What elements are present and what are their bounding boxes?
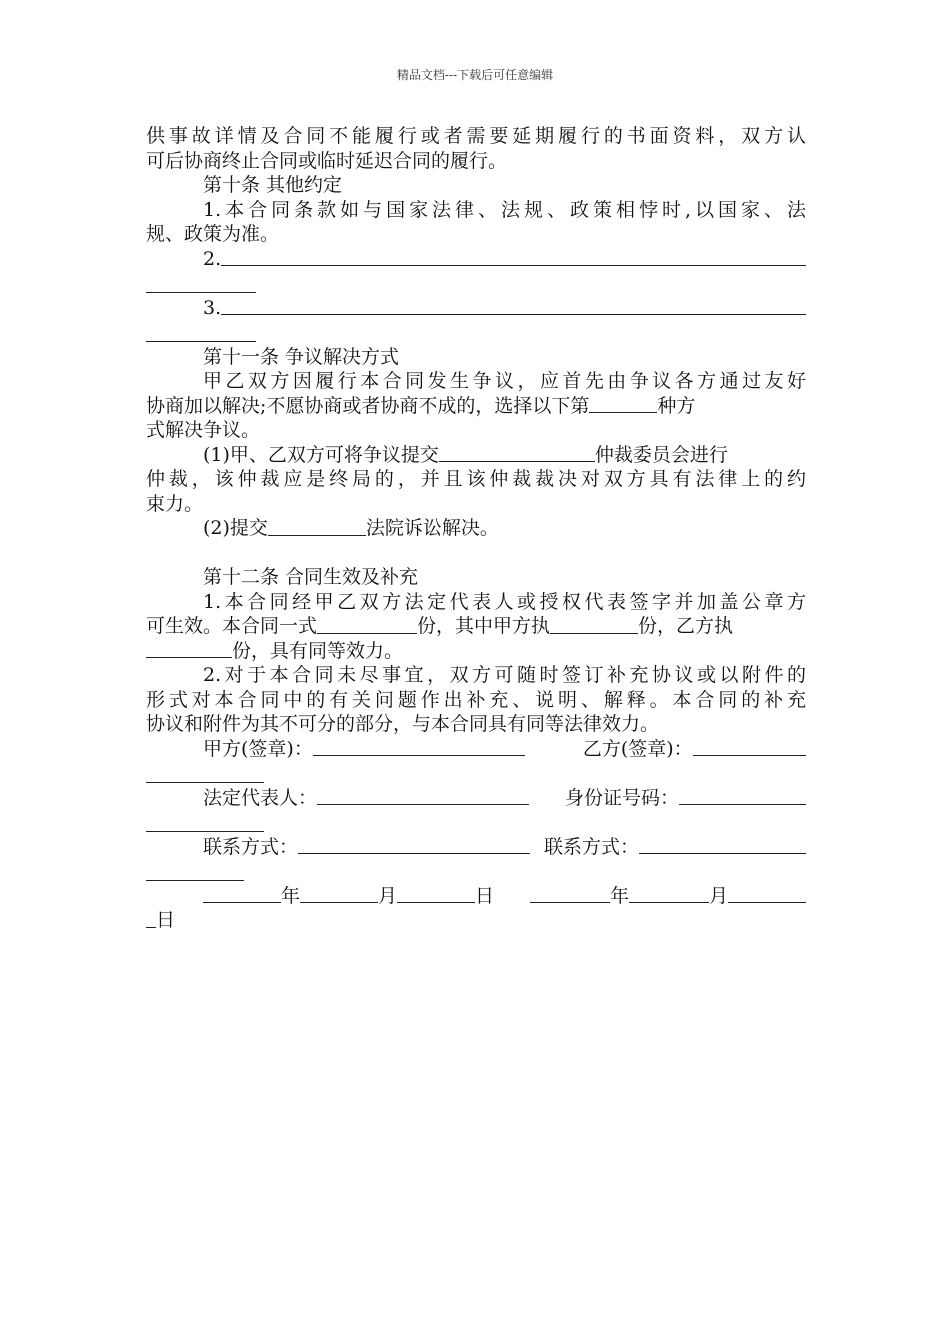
paragraph-line: 甲乙双方因履行本合同发生争议，应首先由争议各方通过友好 [203,370,806,392]
copies-party-b-blank[interactable] [146,639,232,658]
contact-a-label: 联系方式： [203,835,299,858]
clause-2-row [146,247,806,272]
party-b-month-blank[interactable] [629,884,709,903]
paragraph-line: 供事故详情及合同不能履行或者需要延期履行的书面资料，双方认 [146,125,806,147]
copies-total-blank[interactable] [317,615,417,634]
article-11-title: 第十一条 争议解决方式 [203,345,400,368]
paragraph-line: 式解决争议。 [146,419,261,441]
contact-b-blank-continued[interactable] [146,859,806,884]
paragraph-line [146,614,806,639]
page-header: 精品文档---下载后可任意编辑 [396,68,554,82]
contact-a-blank[interactable] [298,835,530,854]
paragraph-line [146,443,806,468]
id-number-blank[interactable] [679,786,806,805]
party-b-seal-label: 乙方(签章)： [582,737,693,760]
clause-3-row [146,296,806,321]
paragraph-line [146,639,806,664]
day-label: 日 [156,909,176,931]
date-row [146,884,806,909]
id-number-blank-continued[interactable] [146,810,806,835]
arbitration-commission-blank[interactable] [439,443,595,462]
paragraph-line: 协议和附件为其不可分的部分，与本合同具有同等法律效力。 [146,713,660,735]
party-b-day-blank-continued[interactable] [146,909,156,928]
text-fragment: 份，具有同等效力。 [232,639,404,662]
text-fragment: (2)提交 [203,517,268,539]
paragraph-line: 2.对于本合同未尽事宜，双方可随时签订补充协议或以附件的 [203,664,806,686]
article-12-title: 第十二条 合同生效及补充 [203,566,419,588]
clause-3-blank[interactable] [221,296,806,315]
legal-rep-row [146,786,806,811]
spacer [146,541,806,566]
court-blank[interactable] [268,517,366,536]
paragraph-line [146,394,806,419]
party-b-seal-blank-continued[interactable] [146,761,806,786]
paragraph-line: 规、政策为准。 [146,223,280,245]
article-10-title: 第十条 其他约定 [203,174,343,196]
text-fragment: 协商加以解决;不愿协商或者协商不成的，选择以下第 [146,394,590,417]
contact-row [146,835,806,860]
party-a-seal-label: 甲方(签章)： [203,737,313,760]
paragraph-line: 束力。 [146,492,204,515]
paragraph-line: 1.本合同条款如与国家法律、法规、政策相悖时,以国家、法 [203,198,806,221]
party-b-day-blank[interactable] [728,884,806,903]
clause-2-blank[interactable] [221,247,806,266]
paragraph-line: 形式对本合同中的有关问题作出补充、说明、解释。本合同的补充 [146,688,806,711]
month-label: 月 [378,884,398,907]
paragraph-line [146,516,806,541]
date-row-continued [146,908,806,933]
party-b-seal-blank[interactable] [693,737,806,756]
party-a-seal-blank[interactable] [313,737,525,756]
party-a-month-blank[interactable] [300,884,378,903]
party-a-day-blank[interactable] [397,884,475,903]
year-label: 年 [610,884,630,907]
method-choice-blank[interactable] [589,394,657,413]
contact-b-blank[interactable] [639,835,806,854]
party-a-year-blank[interactable] [203,884,281,903]
text-fragment: (1)甲、乙双方可将争议提交 [203,443,439,466]
clause-2-blank-continued[interactable] [146,271,806,296]
clause-3-blank-continued[interactable] [146,320,806,345]
legal-rep-label: 法定代表人： [203,786,318,809]
text-fragment: 份，其中甲方执 [417,615,551,637]
text-fragment: 份，乙方执 [638,615,734,637]
text-fragment: 法院诉讼解决。 [365,517,499,539]
contract-body [146,124,806,933]
contact-b-label: 联系方式： [544,835,640,858]
text-fragment: 可生效。本合同一式 [146,615,318,637]
paragraph-line: 1.本合同经甲乙双方法定代表人或授权代表签字并加盖公章方 [203,590,806,613]
party-b-year-blank[interactable] [530,884,610,903]
copies-party-a-blank[interactable] [550,615,638,634]
year-label: 年 [281,884,301,907]
clause-2-label: 2. [203,247,222,270]
clause-3-label: 3. [203,296,222,319]
day-label: 日 [475,884,495,907]
text-fragment: 种方 [657,394,696,417]
legal-rep-blank[interactable] [317,786,529,805]
text-fragment: 仲裁委员会进行 [594,443,728,466]
paragraph-line: 可后协商终止合同或临时延迟合同的履行。 [146,149,508,172]
seal-row [146,737,806,762]
id-number-label: 身份证号码： [565,786,680,809]
paragraph-line: 仲裁，该仲裁应是终局的，并且该仲裁裁决对双方具有法律上的约 [146,468,806,490]
month-label: 月 [709,884,729,907]
